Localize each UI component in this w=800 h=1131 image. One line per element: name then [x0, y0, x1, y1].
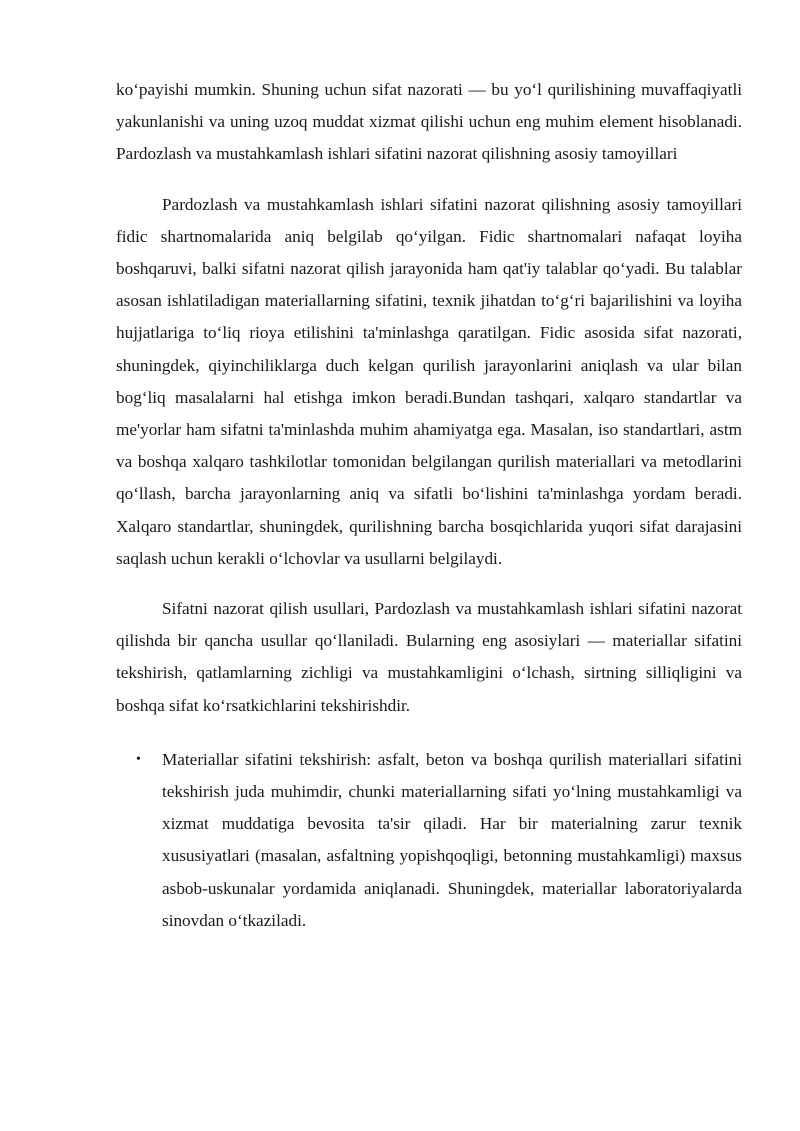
list-item-text: Materiallar sifatini tekshirish: asfalt, beton va boshqa qurilish materiallari sifatini tekshirish juda muhimdir, chunki materiallarning sifati yo‘lning mustahkamligi va xizmat muddatiga bevosita ta'sir qiladi. Har bir materialning zarur texnik xususiyatlari (masalan, asfaltning yopishqoqligi, betonning mustahkamligi) maxsus asbob-uskunalar yordamida aniqlanadi. Shuningdek, materiallar laboratoriyalarda sinovdan o‘tkaziladi.	[162, 749, 742, 930]
bullet-marker: •	[136, 751, 141, 767]
bullet-list	[116, 744, 742, 937]
paragraph-principles: Pardozlash va mustahkamlash ishlari sifatini nazorat qilishning asosiy tamoyillari fidic shartnomalarida aniq belgilab qo‘yilgan. Fidic shartnomalari nafaqat loyiha boshqaruvi, balki sifatni nazorat qilish jarayonida ham qat'iy talablar qo‘yadi. Bu talablar asosan ishlatiladigan materiallarning sifatini, texnik jihatdan to‘g‘ri bajarilishini va loyiha hujjatlariga to‘liq rioya etilishini ta'minlashga qaratilgan. Fidic asosida sifat nazorati, shuningdek, qiyinchiliklarga duch kelgan qurilish jarayonlarini aniqlash va ular bilan bog‘liq masalalarni hal etishga imkon beradi.Bundan tashqari, xalqaro standartlar va me'yorlar ham sifatni ta'minlashda muhim ahamiyatga ega. Masalan, iso standartlari, astm va boshqa xalqaro tashkilotlar tomonidan belgilangan qurilish materiallari va metodlarini qo‘llash, barcha jarayonlarning aniq va sifatli bo‘lishini ta'minlashga yordam beradi. Xalqaro standartlar, shuningdek, qurilishning barcha bosqichlarida yuqori sifat darajasini saqlash uchun kerakli o‘lchovlar va usullarni belgilaydi.	[116, 194, 742, 568]
document-page	[116, 74, 742, 937]
list-item	[136, 744, 742, 937]
paragraph-methods: Sifatni nazorat qilish usullari, Pardozlash va mustahkamlash ishlari sifatini nazorat qilishda bir qancha usullar qo‘llaniladi. Bularning eng asosiylari — materiallar sifatini tekshirish, qatlamlarning zichligi va mustahkamligini o‘lchash, sirtning silliqligini va boshqa sifat ko‘rsatkichlarini tekshirishdir.	[116, 599, 742, 715]
paragraph-continuation: ko‘payishi mumkin. Shuning uchun sifat nazorati — bu yo‘l qurilishining muvaffaqiyatli yakunlanishi va uning uzoq muddat xizmat qilishi uchun eng muhim element hisoblanadi. Pardozlash va mustahkamlash ishlari sifatini nazorat qilishning asosiy tamoyillari	[116, 80, 742, 164]
